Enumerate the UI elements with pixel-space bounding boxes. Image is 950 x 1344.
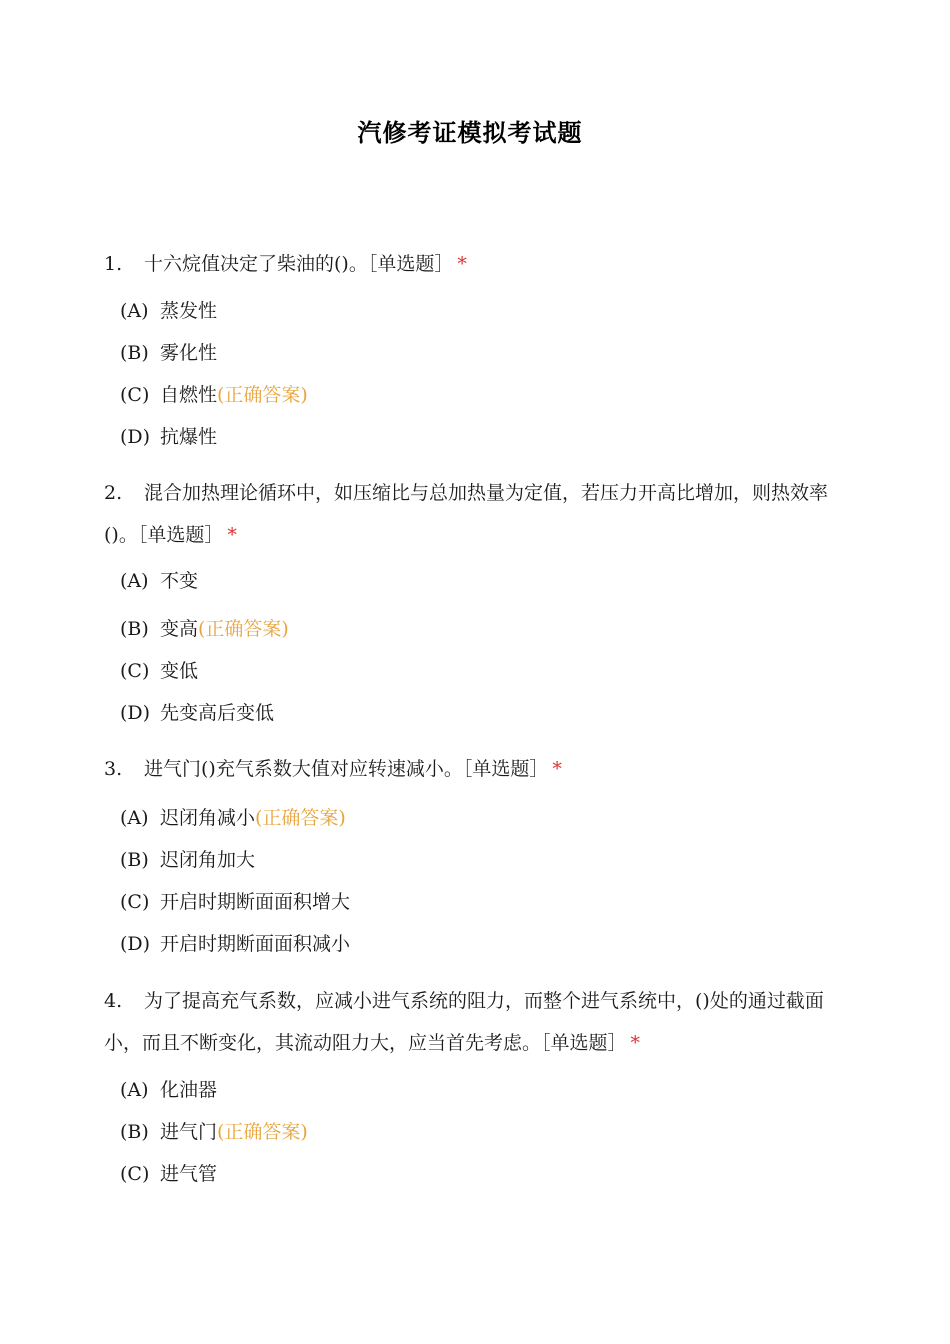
option-text: 进气管	[160, 1163, 218, 1185]
question-number: 1.	[104, 253, 123, 275]
correct-answer-marker: (正确答案)	[255, 807, 346, 829]
option-letter: (B)	[120, 849, 149, 871]
option-text: 化油器	[160, 1079, 218, 1101]
option-text: 先变高后变低	[160, 702, 275, 724]
option-letter: (C)	[120, 660, 150, 682]
option-letter: (A)	[120, 300, 149, 322]
question-stem	[104, 243, 844, 285]
question-text: 进气门()充气系数大值对应转速减小。［单选题］	[144, 758, 549, 780]
option-letter: (C)	[120, 891, 150, 913]
question-number: 2.	[104, 482, 123, 504]
option-letter: (B)	[120, 618, 149, 640]
option[interactable]	[120, 845, 255, 875]
option-letter: (D)	[120, 702, 151, 724]
option[interactable]	[120, 566, 198, 596]
option-letter: (A)	[120, 807, 149, 829]
option-text: 变高	[160, 618, 199, 640]
option-text: 抗爆性	[160, 426, 218, 448]
option[interactable]	[120, 698, 274, 728]
question-stem	[104, 980, 844, 1064]
question-text: 十六烷值决定了柴油的()。［单选题］	[144, 253, 454, 275]
option[interactable]	[120, 614, 289, 644]
option[interactable]	[120, 380, 308, 410]
option-text: 雾化性	[160, 342, 218, 364]
option-letter: (D)	[120, 426, 151, 448]
option-letter: (A)	[120, 1079, 149, 1101]
option-text: 蒸发性	[160, 300, 218, 322]
correct-answer-marker: (正确答案)	[217, 384, 308, 406]
question-number: 3.	[104, 758, 123, 780]
correct-answer-marker: (正确答案)	[198, 618, 289, 640]
option[interactable]	[120, 1075, 217, 1105]
option-text: 自燃性	[160, 384, 218, 406]
option-text: 迟闭角减小	[160, 807, 256, 829]
question-number: 4.	[104, 990, 123, 1012]
page-title: 汽修考证模拟考试题	[357, 119, 583, 147]
option-text: 开启时期断面面积减小	[160, 933, 351, 955]
option-text: 迟闭角加大	[160, 849, 256, 871]
question-stem	[104, 472, 844, 556]
question-text: 混合加热理论循环中，如压缩比与总加热量为定值，若压力开高比增加，则热效率()。［单选题］	[104, 482, 829, 546]
option-text: 开启时期断面面积增大	[160, 891, 351, 913]
required-star: *	[630, 1032, 641, 1054]
option-text: 进气门	[160, 1121, 218, 1143]
option-text: 不变	[160, 570, 199, 592]
required-star: *	[227, 524, 237, 546]
question-text: 为了提高充气系数，应减小进气系统的阻力，而整个进气系统中，()处的通过截面小，而且不断变化，其流动阻力大，应当首先考虑。［单选题］	[104, 990, 824, 1054]
option[interactable]	[120, 656, 198, 686]
option-letter: (C)	[120, 384, 150, 406]
option[interactable]	[120, 422, 217, 452]
option-letter: (B)	[120, 342, 149, 364]
required-star: *	[457, 253, 467, 275]
option[interactable]	[120, 296, 217, 326]
option[interactable]	[120, 1159, 217, 1189]
required-star: *	[552, 758, 562, 780]
correct-answer-marker: (正确答案)	[217, 1121, 308, 1143]
option[interactable]	[120, 338, 217, 368]
option-letter: (A)	[120, 570, 149, 592]
option-letter: (C)	[120, 1163, 150, 1185]
option-letter: (B)	[120, 1121, 149, 1143]
question-stem	[104, 748, 844, 790]
option[interactable]	[120, 1117, 308, 1147]
option[interactable]	[120, 929, 350, 959]
option[interactable]	[120, 887, 350, 917]
option-letter: (D)	[120, 933, 151, 955]
option-text: 变低	[160, 660, 199, 682]
option[interactable]	[120, 803, 346, 833]
